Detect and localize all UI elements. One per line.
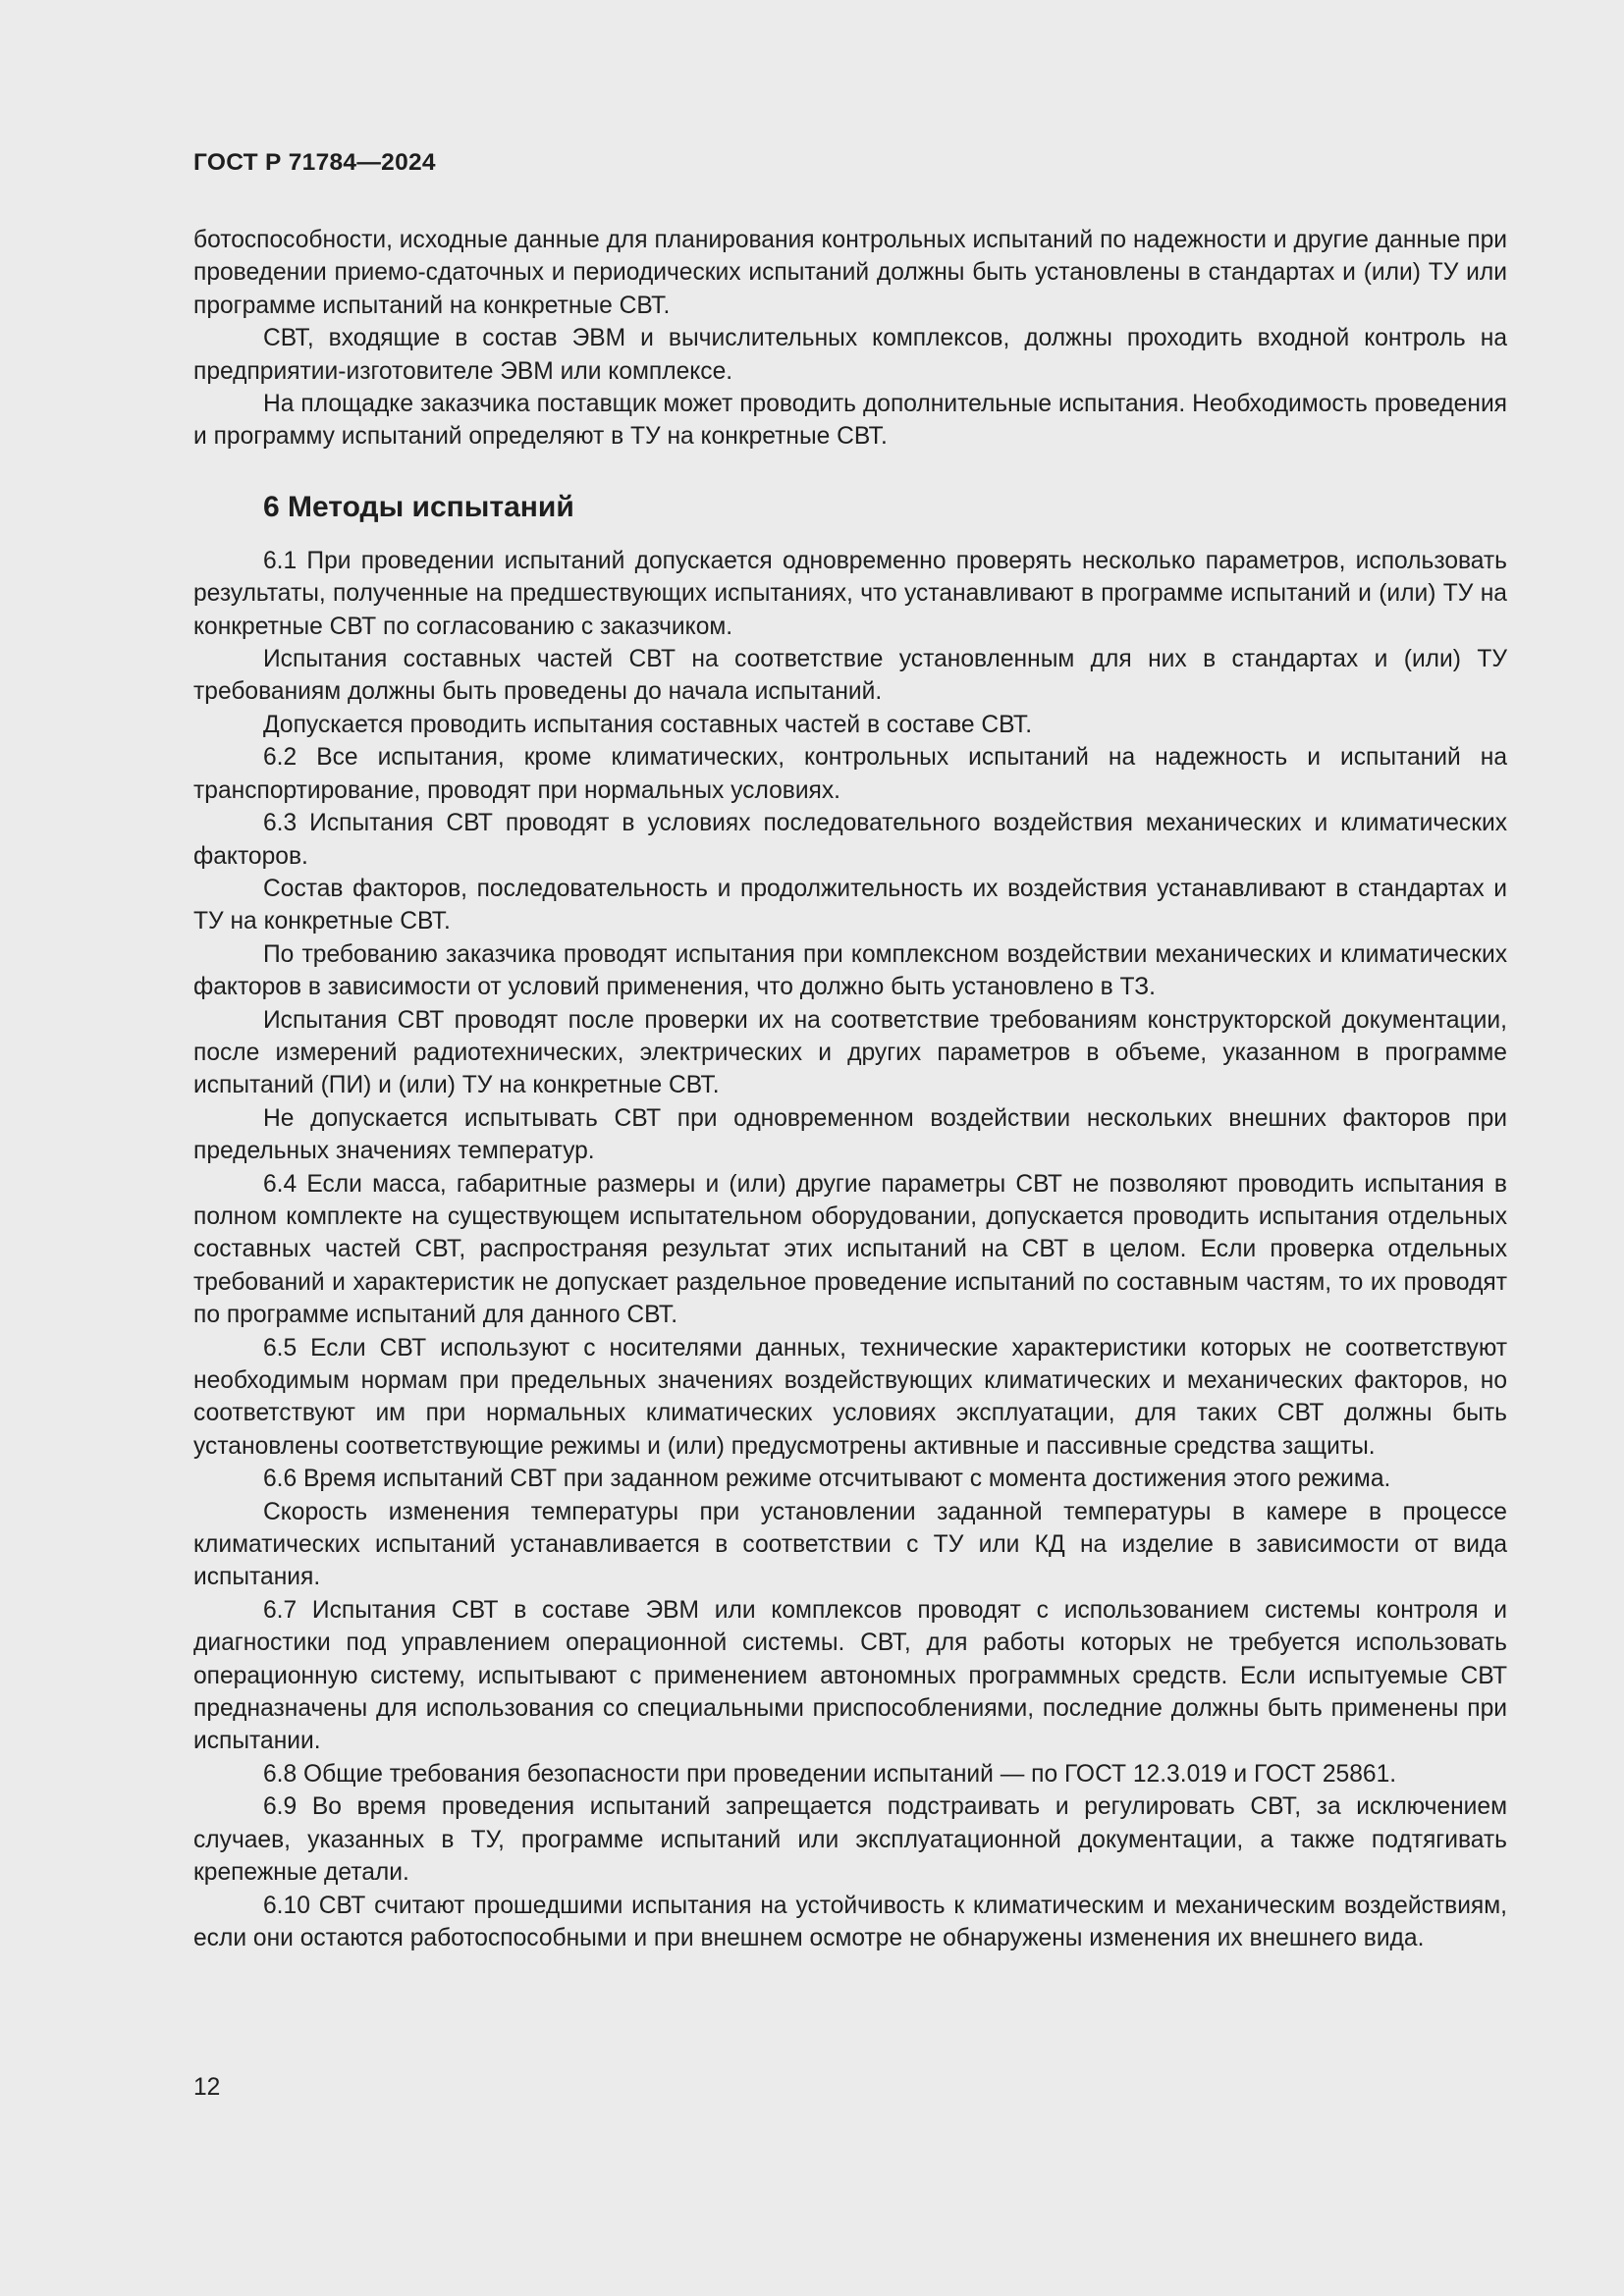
section-paragraph: Не допускается испытывать СВТ при одновременном воздействии нескольких внешних факторов при предельных значениях температур. [193,1104,1507,1165]
clause-6-5: 6.5 Если СВТ используют с носителями данных, технические характеристики которых не соответствуют необходимым нормам при предельных значениях воздействующих климатических и механических факторов, но соответствуют им при нормальных климатических условиях эксплуатации, для таких СВТ должны быть установлены соответствующие режимы и (или) предусмотрены активные и пассивные средства защиты. [193,1334,1507,1460]
section-paragraph: Испытания составных частей СВТ на соответствие установленным для них в стандартах и (или) ТУ требованиям должны быть проведены до начала испытаний. [193,646,1507,706]
intro-paragraph: На площадке заказчика поставщик может проводить дополнительные испытания. Необходимость проведения и программу испытаний определяют в ТУ на конкретные СВТ. [193,391,1507,451]
intro-paragraph: СВТ, входящие в состав ЭВМ и вычислительных комплексов, должны проходить входной контроль на предприятии-изготовителе ЭВМ или комплексе. [193,325,1507,385]
section-paragraph: Состав факторов, последовательность и продолжительность их воздействия устанавливают в стандартах и ТУ на конкретные СВТ. [193,875,1507,935]
clause-6-1: 6.1 При проведении испытаний допускается одновременно проверять несколько параметров, использовать результаты, полученные на предшествующих испытаниях, что устанавливают в программе испытаний и (или) ТУ на конкретные СВТ по согласованию с заказчиком. [193,547,1507,640]
clause-6-2: 6.2 Все испытания, кроме климатических, контрольных испытаний на надежность и испытаний на транспортирование, проводят при нормальных условиях. [193,744,1507,804]
section-paragraph: По требованию заказчика проводят испытания при комплексном воздействии механических и климатических факторов в зависимости от условий применения, что должно быть установлено в ТЗ. [193,940,1507,1001]
section-paragraph: Испытания СВТ проводят после проверки их на соответствие требованиям конструкторской документации, после измерений радиотехнических, электрических и других параметров в объеме, указанном в программе испытаний (ПИ) и (или) ТУ на конкретные СВТ. [193,1006,1507,1099]
clause-6-7: 6.7 Испытания СВТ в составе ЭВМ или комплексов проводят с использованием системы контроля и диагностики под управлением операционной системы. СВТ, для работы которых не требуется использовать операционную систему, испытывают с применением автономных программных средств. Если испытуемые СВТ предназначены для использования со специальными приспособлениями, последние должны быть применены при испытании. [193,1596,1507,1755]
clause-6-9: 6.9 Во время проведения испытаний запрещается подстраивать и регулировать СВТ, за исключением случаев, указанных в ТУ, программе испытаний или эксплуатационной документации, а также подтягивать крепежные детали. [193,1793,1507,1887]
clause-6-4: 6.4 Если масса, габаритные размеры и (или) другие параметры СВТ не позволяют проводить испытания в полном комплекте на существующем испытательном оборудовании, допускается проводить испытания отдельных составных частей СВТ, распространяя результат этих испытаний на СВТ в целом. Если проверка отдельных требований и характеристик не допускает раздельное проведение испытаний по составным частям, то их проводят по программе испытаний для данного СВТ. [193,1170,1507,1329]
clause-6-8: 6.8 Общие требования безопасности при проведении испытаний — по ГОСТ 12.3.019 и ГОСТ 25861. [263,1760,1397,1788]
clause-6-3: 6.3 Испытания СВТ проводят в условиях последовательного воздействия механических и климатических факторов. [193,810,1507,870]
document-code-header: ГОСТ Р 71784—2024 [193,149,436,176]
section-title: 6 Методы испытаний [263,490,574,523]
clause-6-10: 6.10 СВТ считают прошедшими испытания на устойчивость к климатическим и механическим воздействиям, если они остаются работоспособными и при внешнем осмотре не обнаружены изменения их внешнего вида. [193,1892,1507,1951]
intro-paragraph: ботоспособности, исходные данные для планирования контрольных испытаний по надежности и другие данные при проведении приемо-сдаточных и периодических испытаний должны быть установлены в стандартах и (или) ТУ или программе испытаний на конкретные СВТ. [193,227,1507,319]
page-number: 12 [193,2074,221,2101]
section-paragraph: Допускается проводить испытания составных частей в составе СВТ. [263,711,1033,738]
section-paragraph: Скорость изменения температуры при установлении заданной температуры в камере в процессе климатических испытаний устанавливается в соответствии с ТУ или КД на изделие в зависимости от вида испытания. [193,1498,1507,1591]
clause-6-6: 6.6 Время испытаний СВТ при заданном режиме отсчитывают с момента достижения этого режима. [263,1466,1391,1493]
document-body [193,224,1507,1954]
